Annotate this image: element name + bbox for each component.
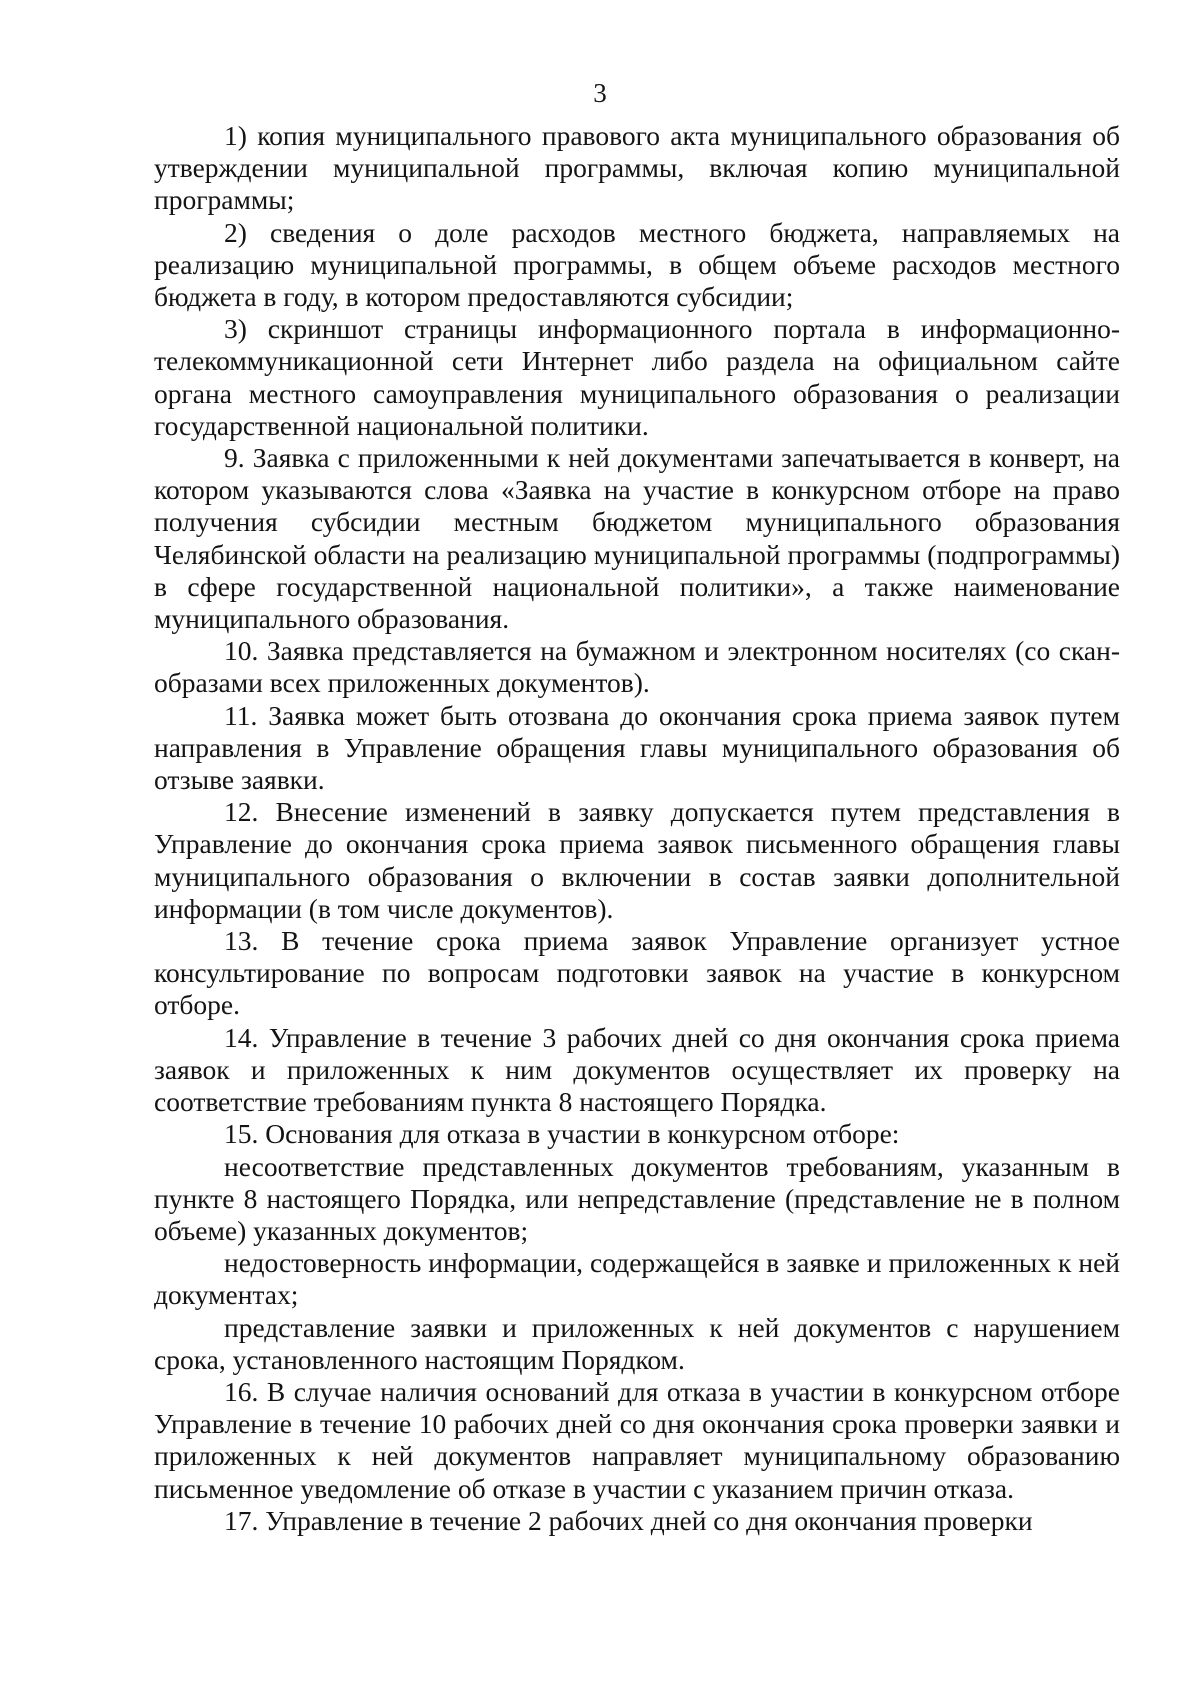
document-body	[154, 120, 1120, 1537]
paragraph-ground-2: недостоверность информации, содержащейся в заявке и приложенных к ней документах;	[154, 1247, 1120, 1311]
paragraph-clause-12: 12. Внесение изменений в заявку допускается путем представления в Управление до окончания срока приема заявок письменного обращения главы муниципального образования о включении в состав заявки дополнительной информации (в том числе документов).	[154, 796, 1120, 924]
paragraph-clause-9: 9. Заявка с приложенными к ней документами запечатывается в конверт, на котором указываются слова «Заявка на участие в конкурсном отборе на право получения субсидии местным бюджетом муниципального образования Челябинской области на реализацию муниципальной программы (подпрограммы) в сфере государственной национальной политики», а также наименование муниципального образования.	[154, 442, 1120, 635]
paragraph-clause-15: 15. Основания для отказа в участии в конкурсном отборе:	[224, 1118, 900, 1150]
paragraph-clause-10: 10. Заявка представляется на бумажном и электронном носителях (со скан-образами всех приложенных документов).	[154, 635, 1120, 699]
paragraph-clause-11: 11. Заявка может быть отозвана до окончания срока приема заявок путем направления в Управление обращения главы муниципального образования об отзыве заявки.	[154, 699, 1120, 796]
paragraph-clause-17: 17. Управление в течение 2 рабочих дней со дня окончания проверки	[224, 1504, 1033, 1536]
paragraph-ground-3: представление заявки и приложенных к ней документов с нарушением срока, установленного настоящим Порядком.	[154, 1311, 1120, 1375]
paragraph-clause-13: 13. В течение срока приема заявок Управление организует устное консультирование по вопросам подготовки заявок на участие в конкурсном отборе.	[154, 925, 1120, 1021]
paragraph-clause-16: 16. В случае наличия оснований для отказа в участии в конкурсном отборе Управление в течение 10 рабочих дней со дня окончания срока проверки заявки и приложенных к ней документов направляет муниципальному образованию письменное уведомление об отказе в участии с указанием причин отказа.	[154, 1375, 1120, 1504]
paragraph-ground-1: несоответствие представленных документов требованиям, указанным в пункте 8 настоящего Порядка, или непредставление (представление не в полном объеме) указанных документов;	[154, 1150, 1120, 1246]
paragraph-item-2: 2) сведения о доле расходов местного бюджета, направляемых на реализацию муниципальной программы, в общем объеме расходов местного бюджета в году, в котором предоставляются субсидии;	[154, 216, 1120, 313]
page-number: 3	[593, 78, 607, 108]
paragraph-clause-14: 14. Управление в течение 3 рабочих дней со дня окончания срока приема заявок и приложенных к ним документов осуществляет их проверку на соответствие требованиям пункта 8 настоящего Порядка.	[154, 1021, 1120, 1118]
paragraph-item-3: 3) скриншот страницы информационного портала в информационно-телекоммуникационной сети Интернет либо раздела на официальном сайте органа местного самоуправления муниципального образования о реализации государственной национальной политики.	[154, 313, 1120, 441]
paragraph-item-1: 1) копия муниципального правового акта муниципального образования об утверждении муниципальной программы, включая копию муниципальной программы;	[154, 120, 1120, 216]
